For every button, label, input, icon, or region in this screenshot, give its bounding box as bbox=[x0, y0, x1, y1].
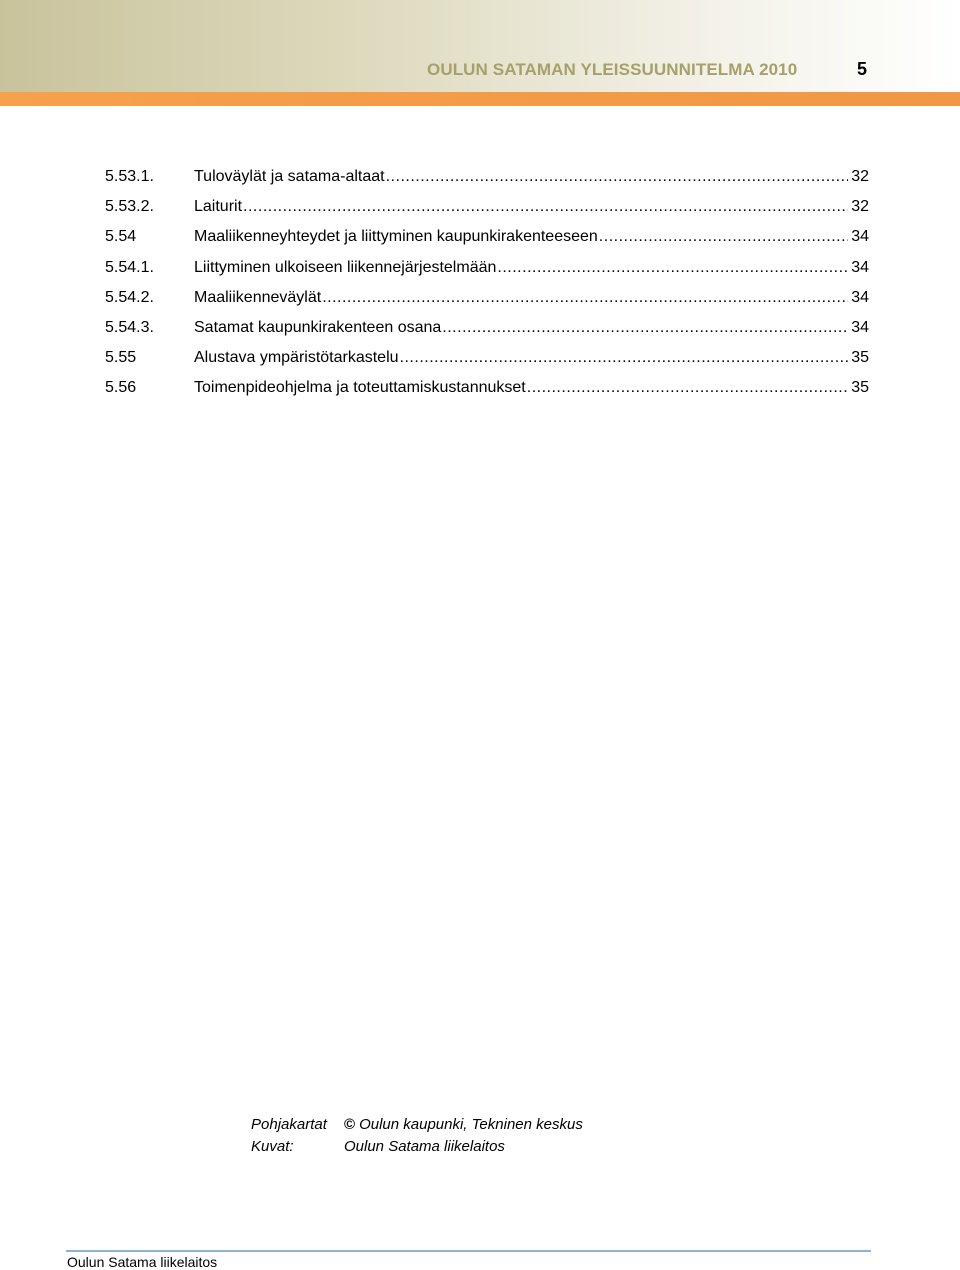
toc-entry[interactable] bbox=[105, 164, 869, 194]
toc-entry-number: 5.56 bbox=[105, 379, 137, 397]
toc-entry-title: Liittyminen ulkoiseen liikennejärjestelmään bbox=[194, 258, 497, 276]
toc-entry-page: 34 bbox=[851, 228, 869, 246]
credit-maps bbox=[251, 1114, 583, 1136]
toc-entry-page: 32 bbox=[851, 198, 869, 216]
toc-entry[interactable] bbox=[105, 315, 869, 345]
toc-leader-dots bbox=[243, 194, 848, 220]
toc-entry-title: Maaliikenneväylät bbox=[194, 288, 322, 306]
footer-rule bbox=[66, 1250, 871, 1252]
toc-leader-dots bbox=[400, 345, 849, 371]
header-orange-rule bbox=[0, 92, 960, 106]
toc-entry-page: 34 bbox=[851, 288, 869, 306]
toc-leader-dots bbox=[497, 255, 848, 281]
toc-entry-page: 34 bbox=[851, 258, 869, 276]
credit-images-value: Oulun Satama liikelaitos bbox=[344, 1138, 505, 1155]
toc-entry-page: 32 bbox=[851, 168, 869, 185]
toc-entry[interactable] bbox=[105, 194, 869, 224]
toc-entry-number: 5.55 bbox=[105, 349, 137, 367]
toc-entry-page: 35 bbox=[851, 379, 869, 397]
credit-maps-label: Pohjakartat bbox=[251, 1116, 327, 1133]
toc-entry-number: 5.54.3. bbox=[105, 318, 154, 336]
toc-entry-number: 5.54.1. bbox=[105, 258, 154, 276]
credit-images-label: Kuvat: bbox=[251, 1138, 294, 1155]
toc-entry-number: 5.53.2. bbox=[105, 198, 154, 216]
toc-entry-number: 5.53.1. bbox=[105, 168, 154, 185]
toc-entry-page: 35 bbox=[851, 349, 869, 367]
copyright-symbol: © bbox=[344, 1116, 356, 1133]
credit-images bbox=[251, 1136, 583, 1158]
credits bbox=[251, 1114, 583, 1158]
toc-entry[interactable] bbox=[105, 345, 869, 375]
toc-entry[interactable] bbox=[105, 224, 869, 254]
toc-leader-dots bbox=[527, 375, 848, 401]
toc-entry-number: 5.54 bbox=[105, 228, 137, 246]
page-number: 5 bbox=[857, 59, 868, 79]
toc-entry-title: Maaliikenneyhteydet ja liittyminen kaupunkirakenteeseen bbox=[194, 228, 598, 246]
document-title: OULUN SATAMAN YLEISSUUNNITELMA 2010 bbox=[427, 60, 798, 79]
toc-entry[interactable] bbox=[105, 255, 869, 285]
toc-entry-title: Toimenpideohjelma ja toteuttamiskustannukset bbox=[194, 379, 526, 397]
credit-maps-value: Oulun kaupunki, Tekninen keskus bbox=[359, 1116, 583, 1133]
toc-entry-title: Tuloväylät ja satama-altaat bbox=[194, 168, 385, 185]
toc-leader-dots bbox=[599, 224, 848, 250]
toc-leader-dots bbox=[386, 164, 849, 190]
footer-text: Oulun Satama liikelaitos bbox=[67, 1254, 218, 1270]
toc-entry-title: Satamat kaupunkirakenteen osana bbox=[194, 318, 442, 336]
toc-leader-dots bbox=[322, 285, 848, 311]
toc-entry[interactable] bbox=[105, 285, 869, 315]
toc-entry[interactable] bbox=[105, 375, 869, 405]
table-of-contents bbox=[105, 164, 869, 406]
toc-leader-dots bbox=[442, 315, 848, 341]
toc-entry-page: 34 bbox=[851, 318, 869, 336]
toc-entry-title: Laiturit bbox=[194, 198, 243, 216]
toc-entry-title: Alustava ympäristötarkastelu bbox=[194, 349, 399, 367]
toc-entry-number: 5.54.2. bbox=[105, 288, 154, 306]
